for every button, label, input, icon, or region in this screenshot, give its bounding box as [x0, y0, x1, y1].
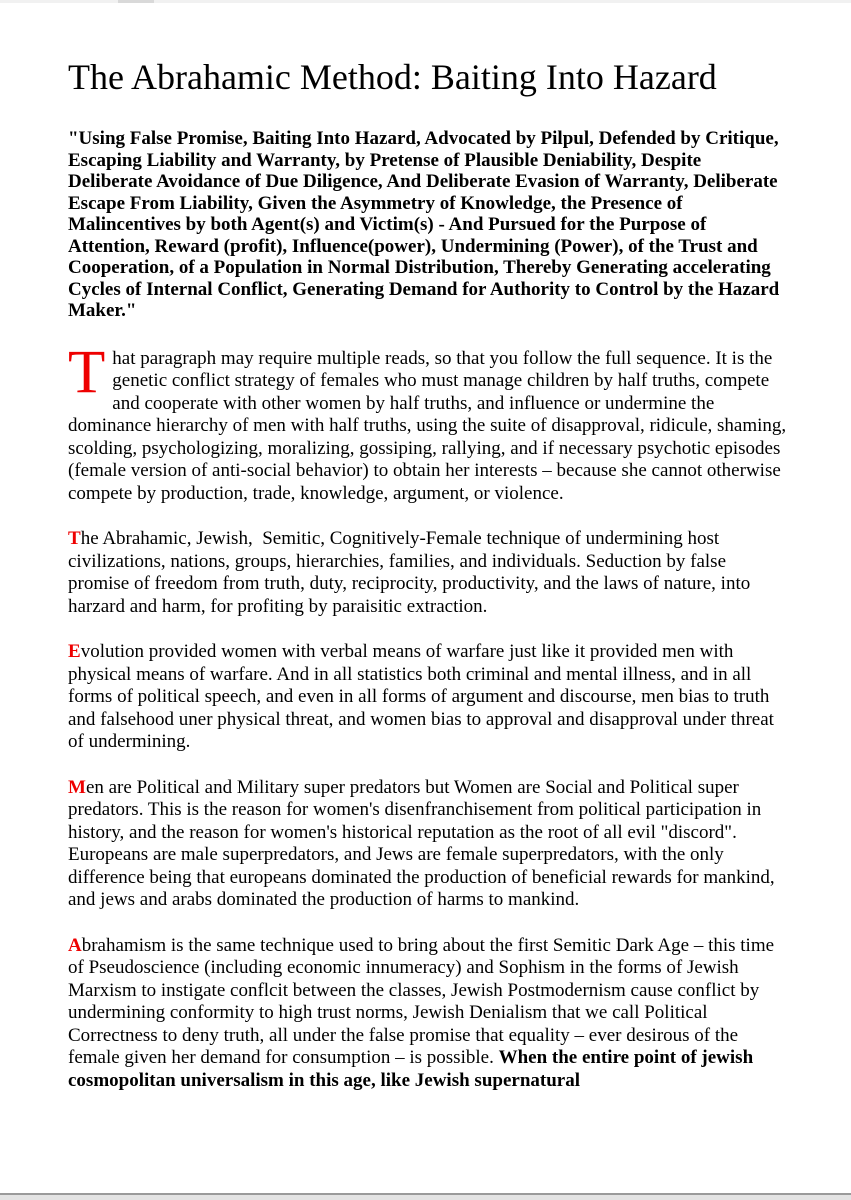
paragraph-lead-letter: E: [68, 641, 81, 662]
paragraph-lead-letter: A: [68, 934, 82, 956]
paragraph-bold-tail: When the entire point of jewish cosmopolitan universalism in this age, like Jewish supernatural: [68, 1047, 758, 1091]
paragraph-text: brahamism is the same technique used to bring about the first Semitic Dark Age – this time of Pseudoscience (including economic innumeracy) and Sophism in the forms of Jewish Marxism to instigate conflcit between the classes, Jewish Postmodernism cause conflict by undermining conformity to high trust norms, Jewish Denialism that we call Political Correctness to deny truth, all under the false promise that equality – ever desirous of the female given her demand for consumption – is possible.: [68, 934, 779, 1068]
paragraph-lead-letter: T: [68, 338, 106, 406]
paragraph-lead-letter: M: [68, 776, 86, 798]
document-content: [68, 0, 790, 1115]
paragraph-lead-letter: T: [68, 528, 81, 549]
bottom-edge-bar: [0, 1193, 851, 1200]
paragraph-text: he Abrahamic, Jewish, Semitic, Cognitively-Female technique of undermining host civilizations, nations, groups, hierarchies, families, and individuals. Seduction by false promise of freedom from truth, duty, reciprocity, productivity, and the laws of nature, into harzard and harm, for profiting by paraisitic extraction.: [68, 528, 755, 617]
body-paragraph: [68, 338, 791, 506]
body-paragraphs: [68, 338, 791, 1093]
body-paragraph: [68, 777, 790, 912]
paragraph-text: hat paragraph may require multiple reads, so that you follow the full sequence. It is the genetic conflict strategy of females who must manage children by half truths, compete and cooperate with other women by half truths, and influence or undermine the dominance hierarchy of men with half truths, using the suite of disapproval, ridicule, shaming, scolding, psychologizing, moralizing, gossiping, rallying, and if necessary psychotic episodes (female version of anti-social behavior) to obtain her interests – because she cannot otherwise compete by production, trade, knowledge, argument, or violence.: [68, 347, 791, 504]
body-paragraph: [68, 935, 790, 1093]
paragraph-text: volution provided women with verbal means of warfare just like it provided men with physical means of warfare. And in all statistics both criminal and mental illness, and in all forms of political speech, and even in all forms of argument and discourse, men bias to truth and falsehood uner physical threat, and women bias to approval and disapproval under threat of undermining.: [68, 641, 779, 752]
body-paragraph: [68, 528, 790, 618]
paragraph-text: en are Political and Military super predators but Women are Social and Political super predators. This is the reason for women's disenfranchisement from political participation in history, and the reason for women's historical reputation as the root of all evil "discord". Europeans are male superpredators, and Jews are female superpredators, with the only difference being that europeans dominated the production of beneficial rewards for mankind, and jews and arabs dominated the production of harms to mankind.: [68, 776, 780, 910]
quote-paragraph: "Using False Promise, Baiting Into Hazard, Advocated by Pilpul, Defended by Critique, Escaping Liability and Warranty, by Pretense of Plausible Deniability, Despite Deliberate Avoidance of Due Diligence, And Deliberate Evasion of Warranty, Deliberate Escape From Liability, Given the Asymmetry of Knowledge, the Presence of Malincentives by both Agent(s) and Victim(s) - And Pursued for the Purpose of Attention, Reward (profit), Influence(power), Undermining (Power), of the Trust and Cooperation, of a Population in Normal Distribution, Thereby Generating accelerating Cycles of Internal Conflict, Generating Demand for Authority to Control by the Hazard Maker.": [68, 128, 784, 321]
body-paragraph: [68, 641, 790, 754]
page-title: The Abrahamic Method: Baiting Into Hazard: [68, 57, 717, 97]
